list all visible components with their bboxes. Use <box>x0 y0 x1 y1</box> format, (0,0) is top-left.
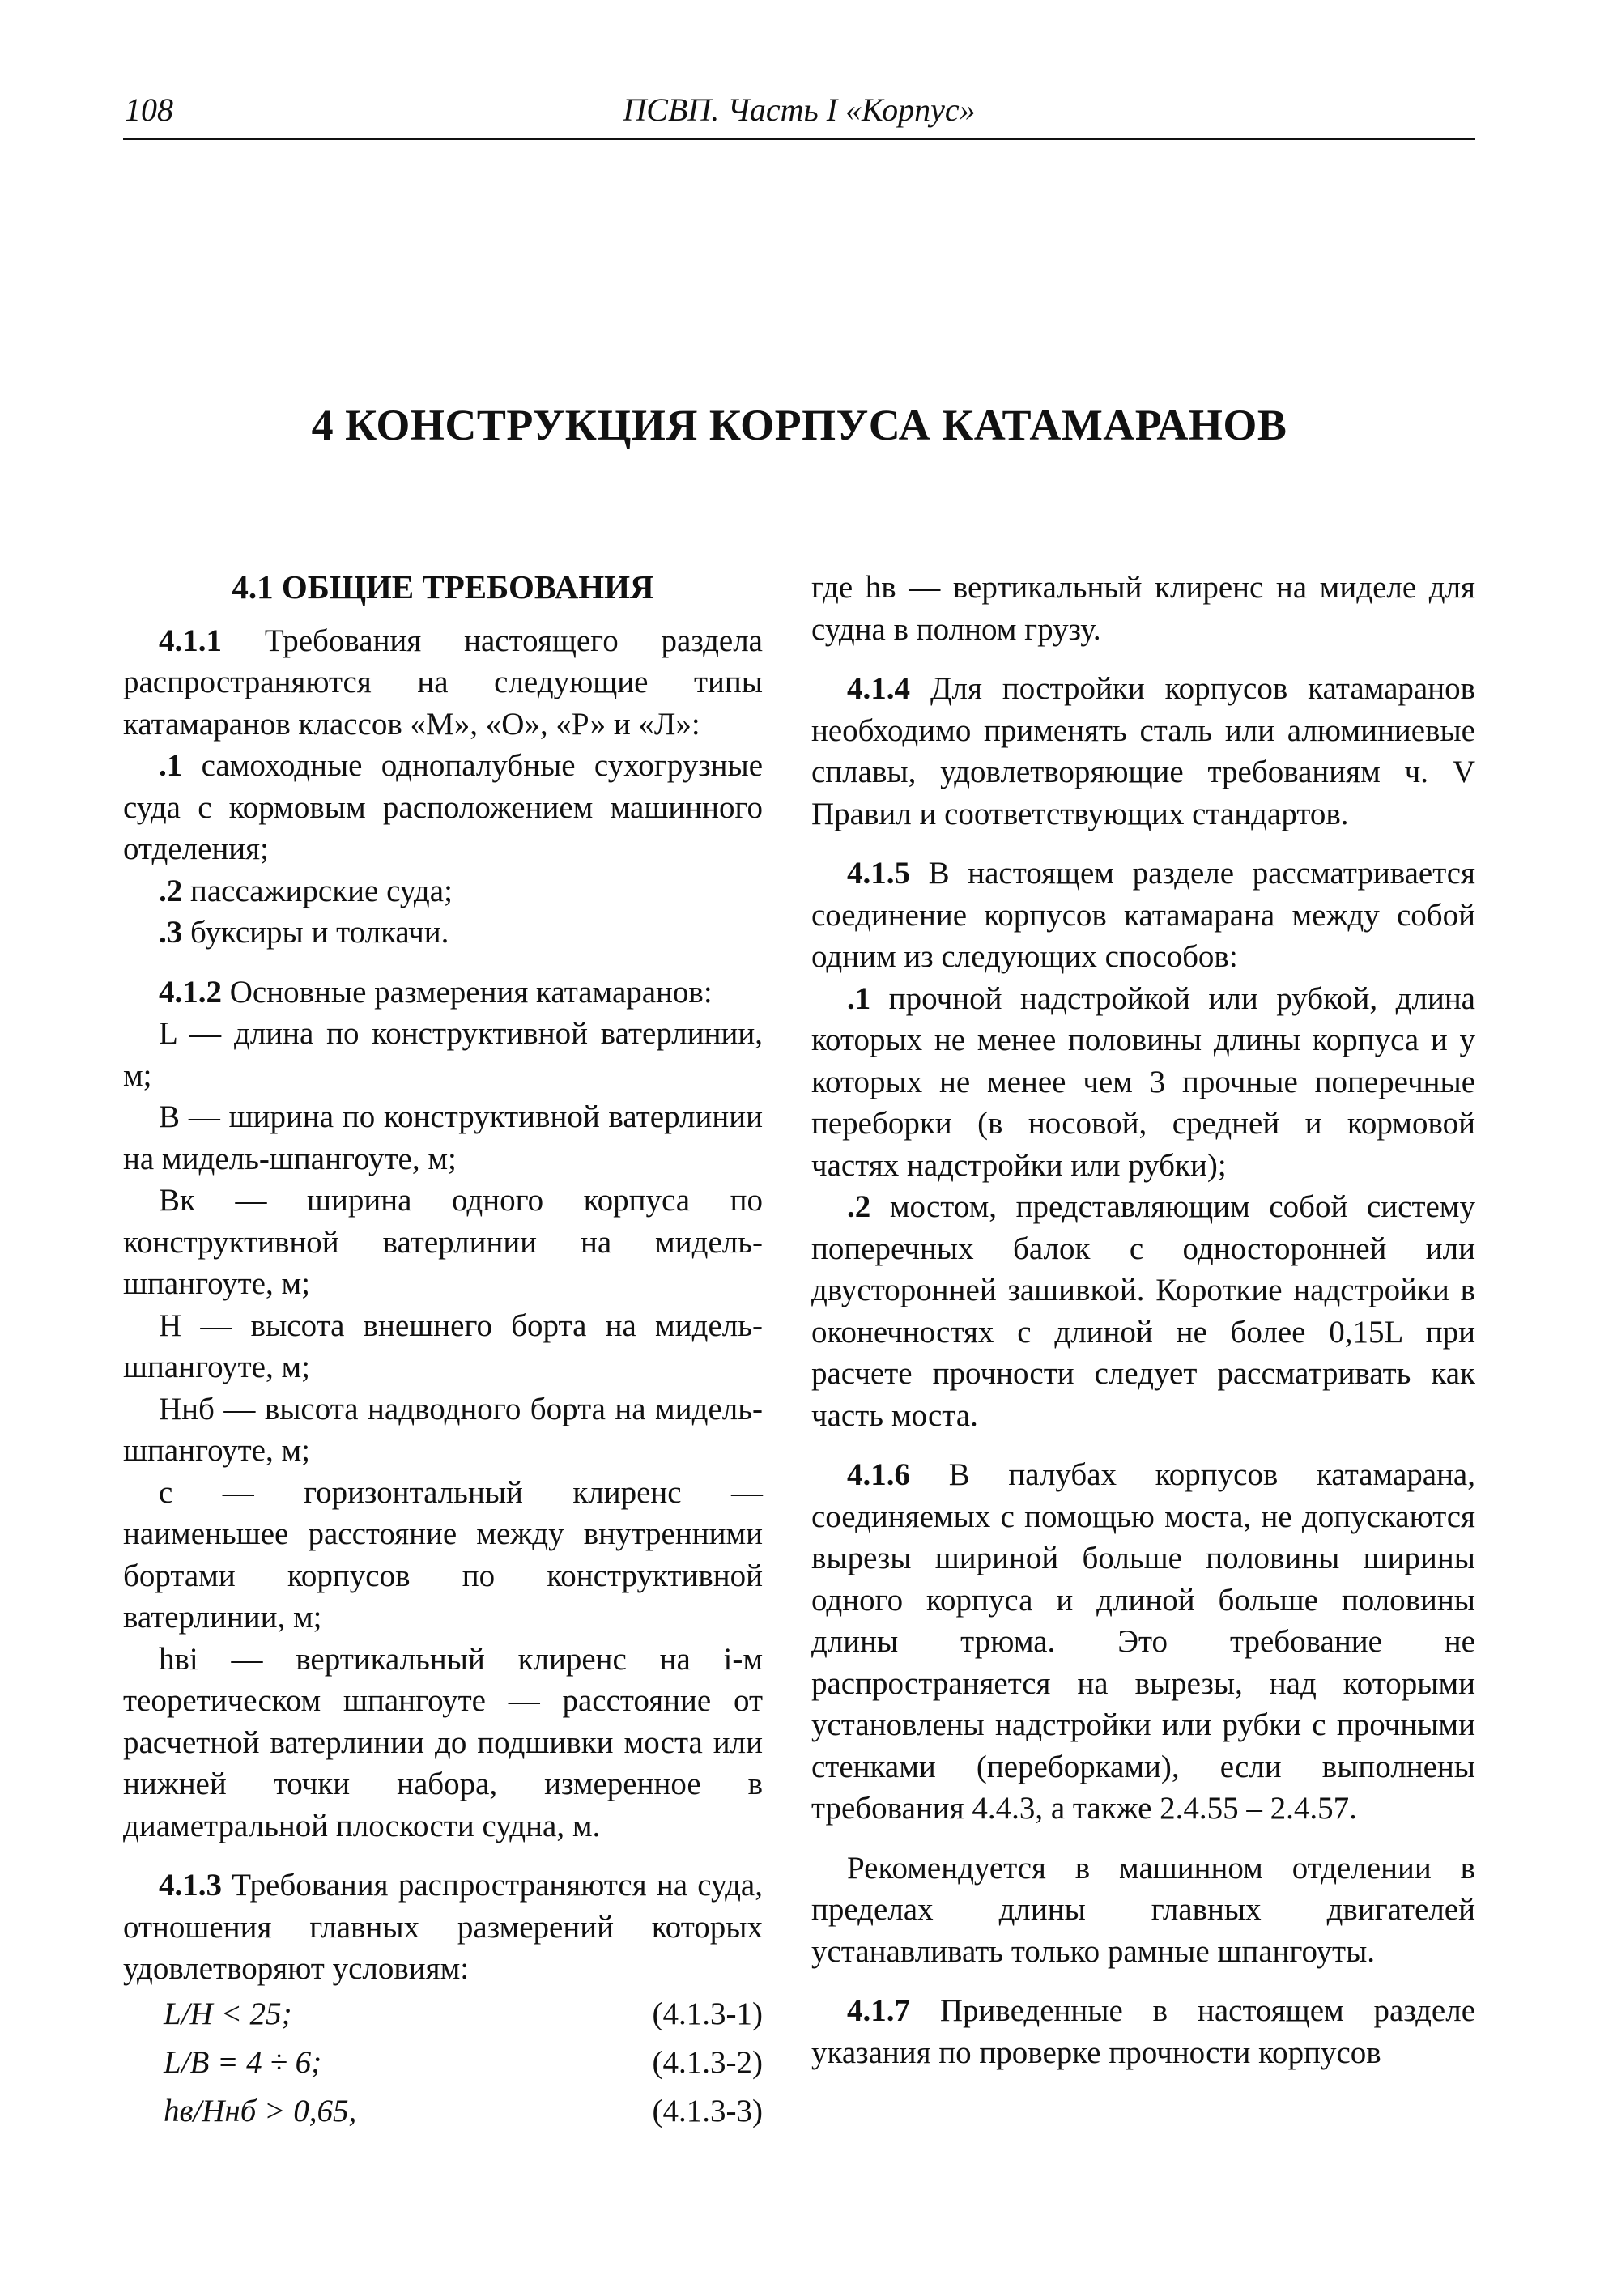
running-title: ПСВП. Часть I «Корпус» <box>623 91 976 128</box>
paragraph-4-1-6 <box>811 1454 1475 1830</box>
list-item-3 <box>123 912 763 954</box>
paragraph-text: Требования распространяются на суда, отношения главных размерений которых удовлетворяют условиям: <box>123 1868 763 1986</box>
paragraph-number: 4.1.4 <box>847 671 910 706</box>
list-item-number: .3 <box>159 915 183 950</box>
list-item-1 <box>123 745 763 870</box>
list-item-2 <box>811 1186 1475 1436</box>
paragraph-4-1-4 <box>811 668 1475 835</box>
paragraph-text: В настоящем разделе рассматривается соединение корпусов катамарана между собой одним из следующих способов: <box>811 856 1475 974</box>
paragraph-number: 4.1.2 <box>159 974 222 1010</box>
list-item-number: .1 <box>847 980 871 1016</box>
definition-L: L — длина по конструктивной ватерлинии, м; <box>123 1016 763 1093</box>
formula-expression: L/H < 25; <box>164 1996 292 2031</box>
chapter-title: 4 КОНСТРУКЦИЯ КОРПУСА КАТАМАРАНОВ <box>311 401 1287 449</box>
paragraph-text: Для постройки корпусов катамаранов необходимо применять сталь или алюминиевые сплавы, удовлетворяющие требованиям ч. V Правил и соответствующих стандартов. <box>811 671 1475 831</box>
paragraph-4-1-7 <box>811 1990 1475 2073</box>
definition-hvi: hвi — вертикальный клиренс на i-м теоретическом шпангоуте — расстояние от расчетной ватерлинии до подшивки моста или нижней точки набора, измеренное в диаметральной плоскости судна, м. <box>123 1641 763 1843</box>
equation-number: (4.1.3-3) <box>652 2093 763 2128</box>
page-header <box>123 87 1475 140</box>
list-item-text: прочной надстройкой или рубкой, длина которых не менее половины длины корпуса и у которых не менее чем 3 прочные поперечные переборки (в носовой, средней и кормовой частях надстройки или рубки); <box>811 980 1475 1183</box>
paragraph-4-1-2 <box>123 972 763 1014</box>
recommendation-paragraph: Рекомендуется в машинном отделении в пределах длины главных двигателей устанавливать только рамные шпангоуты. <box>811 1850 1475 1969</box>
list-item-2 <box>123 870 763 912</box>
formula-expression: hв/Hнб > 0,65, <box>164 2093 357 2128</box>
paragraph-text: Основные размерения катамаранов: <box>222 974 713 1010</box>
paragraph-number: 4.1.1 <box>159 623 222 658</box>
definition-Bk: Bк — ширина одного корпуса по конструктивной ватерлинии на мидель-шпангоуте, м; <box>123 1183 763 1301</box>
list-item-text: буксиры и толкачи. <box>182 915 449 950</box>
paragraph-text: Приведенные в настоящем разделе указания по проверке прочности корпусов <box>811 1993 1475 2070</box>
paragraph-4-1-1 <box>123 620 763 746</box>
formula-expression: L/B = 4 ÷ 6; <box>164 2044 322 2080</box>
paragraph-text: Требования настоящего раздела распространяются на следующие типы катамаранов классов «М», «О», «Р» и «Л»: <box>123 623 763 742</box>
equation-number: (4.1.3-1) <box>652 1996 763 2031</box>
paragraph-number: 4.1.3 <box>159 1868 222 1903</box>
list-item-text: мостом, представляющим собой систему поперечных балок с односторонней или двусторонней зашивкой. Короткие надстройки в оконечностях с длиной не более 0,15L при расчете прочности следует рассматривать как часть моста. <box>811 1189 1475 1433</box>
list-item-number: .2 <box>159 873 183 908</box>
list-item-text: самоходные однопалубные сухогрузные суда с кормовым расположением машинного отделения; <box>123 748 763 866</box>
paragraph-text: В палубах корпусов катамарана, соединяемых с помощью моста, не допускаются вырезы шириной больше половины ширины одного корпуса и длиной больше половины длины трюма. Это требование не распространяется на вырезы, над которыми установлены надстройки или рубки с прочными стенками (переборками), если выполнены требования 4.4.3, а также 2.4.55 – 2.4.57. <box>811 1457 1475 1826</box>
list-item-number: .1 <box>159 748 183 783</box>
definition-B: B — ширина по конструктивной ватерлинии на мидель-шпангоуте, м; <box>123 1099 763 1176</box>
definition-hv: где hв — вертикальный клиренс на миделе для судна в полном грузу. <box>811 570 1475 647</box>
formula-row <box>123 1990 763 2039</box>
paragraph-number: 4.1.7 <box>847 1993 910 2028</box>
page-number: 108 <box>125 91 173 128</box>
list-item-1 <box>811 978 1475 1187</box>
paragraph-number: 4.1.5 <box>847 856 910 891</box>
paragraph-4-1-5 <box>811 852 1475 978</box>
formula-row <box>123 2087 763 2136</box>
definition-Hnb: Hнб — высота надводного борта на мидель-шпангоуте, м; <box>123 1391 763 1468</box>
definition-H: H — высота внешнего борта на мидель-шпангоуте, м; <box>123 1307 763 1384</box>
paragraph-4-1-3 <box>123 1864 763 1990</box>
section-title: 4.1 ОБЩИЕ ТРЕБОВАНИЯ <box>232 568 654 606</box>
definition-c: c — горизонтальный клиренс — наименьшее расстояние между внутренними бортами корпусов по конструктивной ватерлинии, м; <box>123 1474 763 1635</box>
left-column <box>123 567 763 2136</box>
paragraph-number: 4.1.6 <box>847 1457 910 1492</box>
right-column <box>811 567 1475 2073</box>
formula-row <box>123 2039 763 2087</box>
equation-number: (4.1.3-2) <box>652 2044 763 2080</box>
list-item-number: .2 <box>847 1189 871 1224</box>
list-item-text: пассажирские суда; <box>182 873 453 908</box>
